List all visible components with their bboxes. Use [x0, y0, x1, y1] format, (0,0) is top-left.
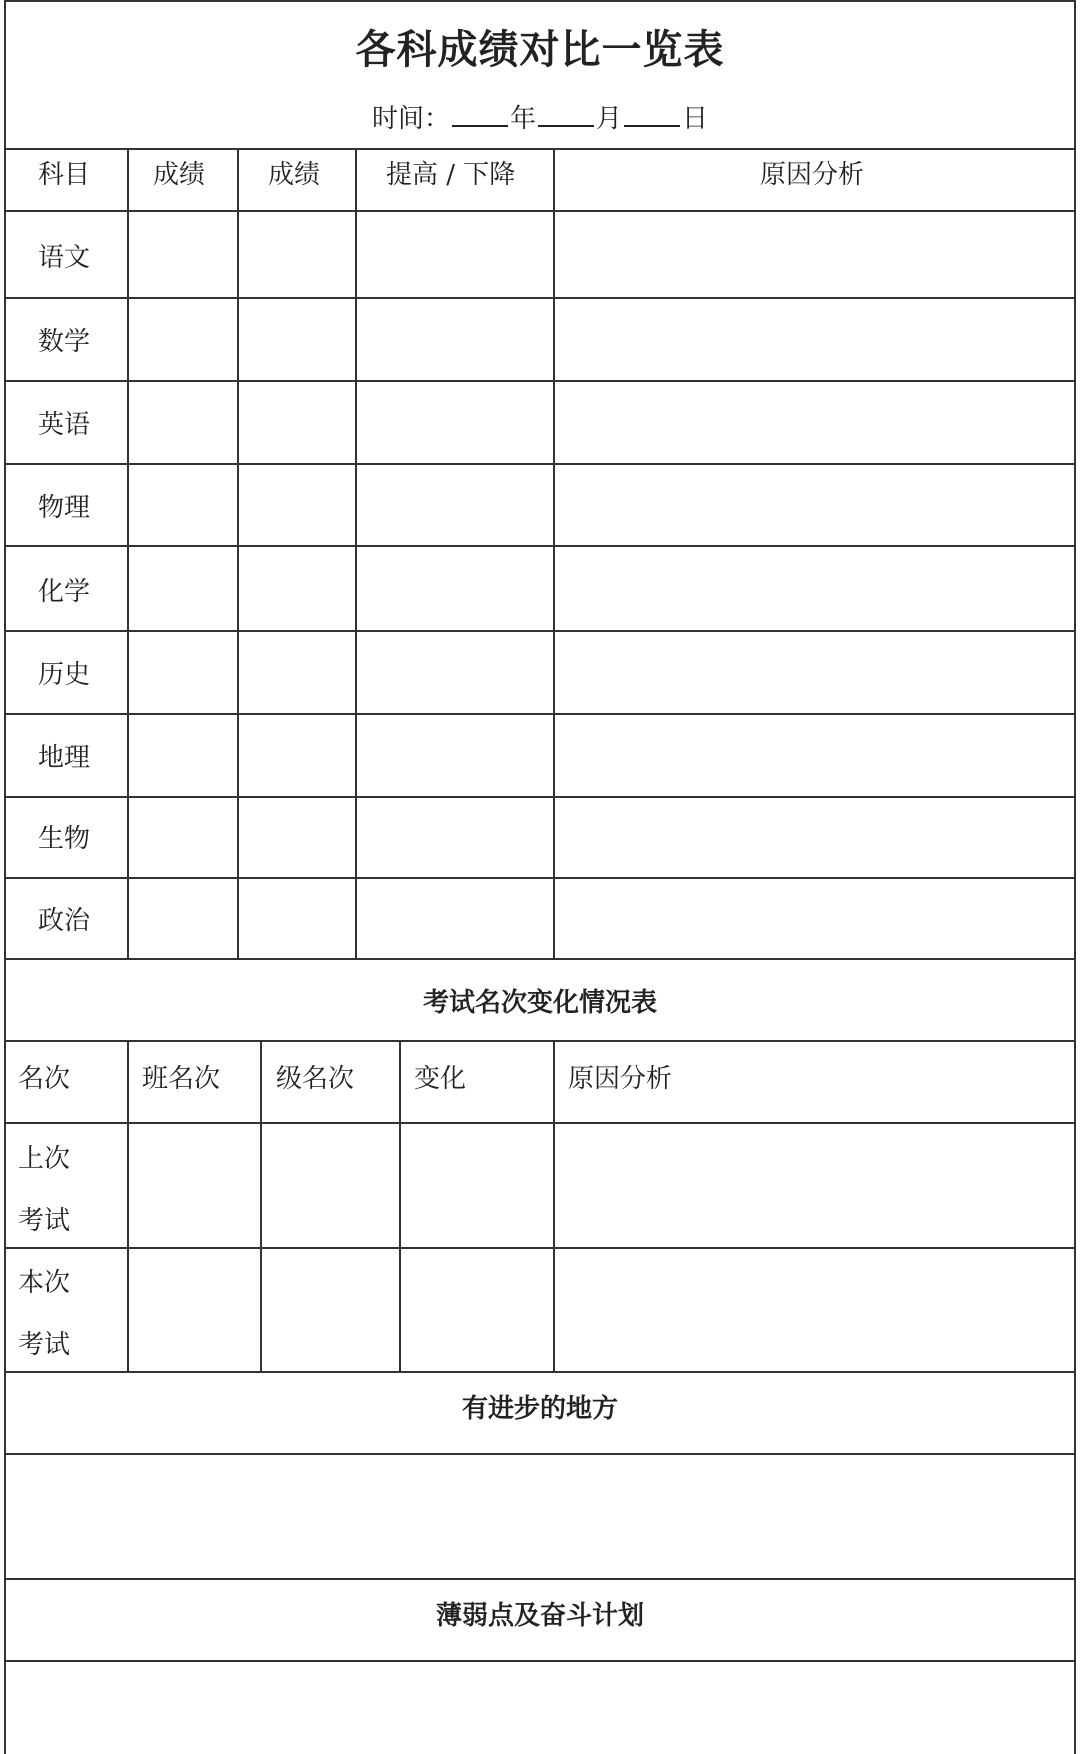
table1-top-border — [4, 148, 1076, 150]
row-divider — [4, 545, 1076, 547]
subject-label: 化学 — [38, 577, 91, 607]
rank-section-title: 考试名次变化情况表 — [422, 988, 657, 1018]
rank-header-top-border — [4, 1040, 1076, 1042]
date-line — [0, 98, 1080, 135]
col-divider — [553, 1040, 555, 1371]
year-blank[interactable] — [452, 101, 508, 127]
row-divider — [4, 630, 1076, 632]
progress-bottom-border — [4, 1578, 1076, 1580]
col-divider — [355, 148, 357, 958]
row-divider — [4, 877, 1076, 879]
header-rank: 名次 — [18, 1064, 71, 1094]
header-reason: 原因分析 — [760, 160, 865, 190]
subject-label: 物理 — [38, 493, 91, 523]
subject-label: 地理 — [38, 743, 91, 773]
subject-label: 历史 — [38, 660, 91, 690]
document-title: 各科成绩对比一览表 — [355, 26, 725, 73]
row-divider — [4, 796, 1076, 798]
col-divider — [260, 1040, 262, 1371]
rank-bottom-border — [4, 1371, 1076, 1373]
subject-label: 政治 — [38, 906, 91, 936]
subject-label: 数学 — [38, 327, 91, 357]
row-label: 本次 — [18, 1268, 71, 1298]
subject-label: 英语 — [38, 410, 91, 440]
year-label: 年 — [509, 104, 536, 134]
header-rank-change: 变化 — [414, 1064, 467, 1094]
header-rank-reason: 原因分析 — [568, 1064, 673, 1094]
plan-section-title: 薄弱点及奋斗计划 — [435, 1601, 644, 1631]
col-divider — [237, 148, 239, 958]
col-divider — [127, 148, 129, 958]
col-divider — [399, 1040, 401, 1371]
day-blank[interactable] — [624, 101, 680, 127]
date-prefix: 时间： — [371, 104, 450, 134]
col-divider — [553, 148, 555, 958]
header-subject: 科目 — [38, 160, 91, 190]
row-label: 考试 — [18, 1330, 71, 1360]
header-change: 提高 / 下降 — [386, 160, 516, 190]
row-divider — [4, 210, 1076, 212]
subject-label: 语文 — [38, 243, 91, 273]
plan-title-divider — [4, 1660, 1076, 1662]
header-score-1: 成绩 — [153, 160, 206, 190]
header-score-2: 成绩 — [268, 160, 321, 190]
row-divider — [4, 380, 1076, 382]
row-divider — [4, 297, 1076, 299]
subject-label: 生物 — [38, 824, 91, 854]
row-divider — [4, 713, 1076, 715]
row-divider — [4, 1122, 1076, 1124]
header-grade-rank: 级名次 — [276, 1064, 355, 1094]
row-label: 上次 — [18, 1144, 71, 1174]
month-blank[interactable] — [538, 101, 594, 127]
col-divider — [127, 1040, 129, 1371]
table1-bottom-border — [4, 958, 1076, 960]
header-class-rank: 班名次 — [142, 1064, 221, 1094]
day-label: 日 — [682, 104, 709, 134]
month-label: 月 — [596, 104, 623, 134]
row-label: 考试 — [18, 1206, 71, 1236]
row-divider — [4, 1247, 1076, 1249]
progress-title-divider — [4, 1453, 1076, 1455]
progress-section-title: 有进步的地方 — [461, 1394, 618, 1424]
row-divider — [4, 463, 1076, 465]
